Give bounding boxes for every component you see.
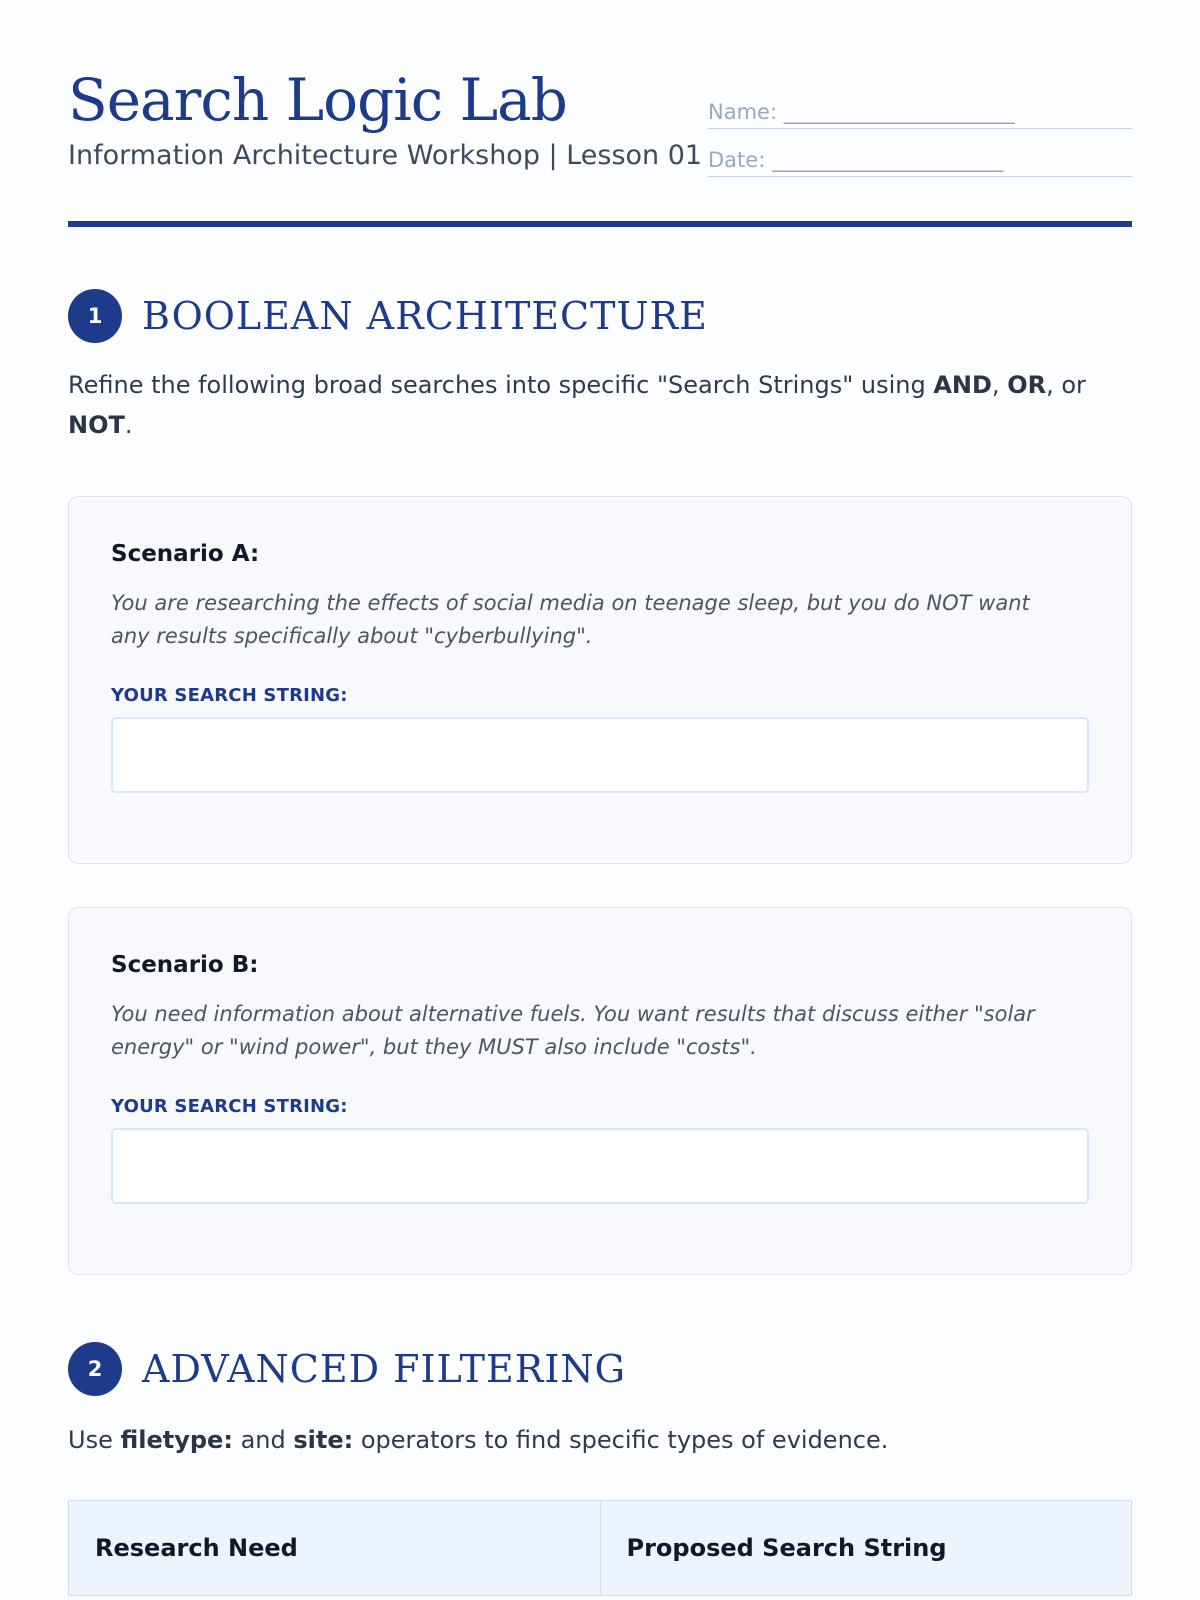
column-header-research-need: Research Need — [69, 1501, 601, 1596]
search-string-label: YOUR SEARCH STRING: — [111, 685, 348, 706]
scenario-title: Scenario B: — [111, 952, 259, 978]
section-title: BOOLEAN ARCHITECTURE — [142, 294, 708, 338]
scenario-description: You are researching the effects of social media on teenage sleep, but you do NOT want any results specifically about "cyberbullying". — [111, 591, 1030, 648]
search-string-input-b[interactable] — [111, 1128, 1089, 1204]
date-field[interactable]: Date: ______________________ — [708, 148, 1132, 177]
section-number-badge: 2 — [68, 1342, 122, 1396]
instruction-separator: , — [991, 371, 1008, 399]
scenario-title: Scenario A: — [111, 541, 260, 567]
name-field[interactable]: Name: ______________________ — [708, 100, 1132, 129]
instruction-text: and — [232, 1426, 294, 1454]
section-number-badge: 1 — [68, 289, 122, 343]
section-2-heading — [68, 1342, 626, 1396]
header-divider — [68, 221, 1132, 227]
worksheet-page — [68, 0, 1132, 1562]
instruction-text: operators to find specific types of evidence. — [353, 1426, 889, 1454]
page-subtitle: Information Architecture Workshop | Lesson 01 — [68, 140, 703, 171]
instruction-text: Refine the following broad searches into specific "Search Strings" using — [68, 371, 934, 399]
instruction-text: Use — [68, 1426, 121, 1454]
scenario-card-a — [68, 496, 1132, 864]
page-title: Search Logic Lab — [68, 66, 567, 134]
instruction-separator: , or — [1046, 371, 1086, 399]
filtering-table — [68, 1500, 1132, 1596]
section-1-heading — [68, 289, 708, 343]
operator-and: AND — [933, 371, 992, 399]
table-header-row — [69, 1501, 1132, 1596]
scenario-card-b — [68, 907, 1132, 1275]
column-header-proposed-search-string: Proposed Search String — [600, 1501, 1132, 1596]
search-string-input-a[interactable] — [111, 717, 1089, 793]
worksheet-header — [68, 0, 1132, 230]
instruction-text: . — [124, 411, 133, 439]
operator-filetype: filetype: — [120, 1426, 233, 1454]
operator-site: site: — [293, 1426, 354, 1454]
section-title: ADVANCED FILTERING — [142, 1347, 626, 1391]
search-string-label: YOUR SEARCH STRING: — [111, 1096, 348, 1117]
operator-not: NOT — [68, 411, 125, 439]
scenario-description: You need information about alternative fuels. You want results that discuss either "solar energy" or "wind power", but they MUST also include "costs". — [111, 1002, 1035, 1059]
operator-or: OR — [1007, 371, 1047, 399]
section-2-instructions — [68, 1420, 1132, 1460]
section-1-instructions — [68, 365, 1132, 445]
